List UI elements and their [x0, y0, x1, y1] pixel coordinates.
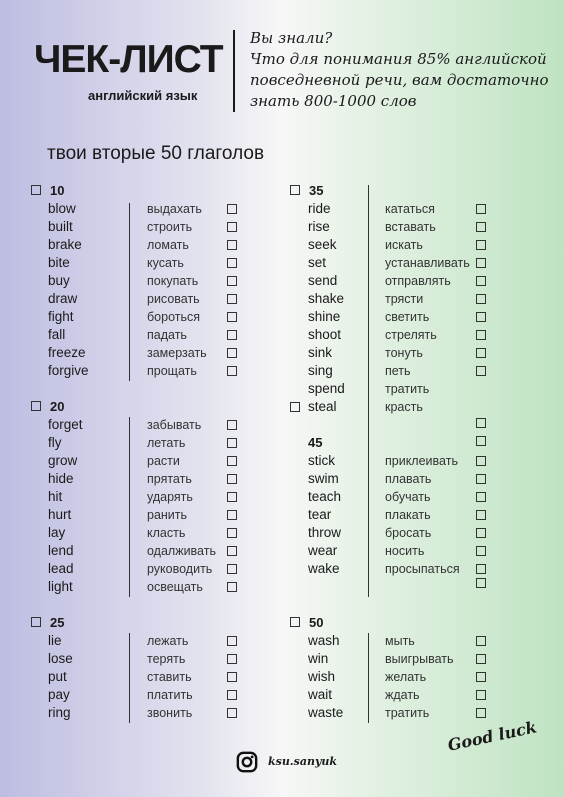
group-checkbox[interactable]	[290, 185, 300, 195]
russian-translation: платить	[147, 688, 193, 702]
english-word: stick	[308, 453, 335, 468]
english-word: forget	[48, 417, 83, 432]
english-word: wear	[308, 543, 338, 558]
russian-translation: падать	[147, 328, 187, 342]
russian-translation: просыпаться	[385, 562, 460, 576]
word-checkbox[interactable]	[476, 474, 486, 484]
list-item	[0, 488, 564, 506]
english-word: wash	[308, 633, 340, 648]
list-item	[0, 470, 564, 488]
group-header	[290, 182, 323, 200]
word-checkbox[interactable]	[476, 636, 486, 646]
english-word: wait	[308, 687, 333, 702]
english-word: swim	[308, 471, 339, 486]
russian-translation: освещать	[147, 580, 203, 594]
fact-line: повседневной речи, вам достаточно	[250, 71, 549, 89]
english-word: seek	[308, 237, 337, 252]
english-word: fight	[48, 309, 74, 324]
russian-translation: трясти	[385, 292, 424, 306]
group-checkbox[interactable]	[290, 402, 300, 412]
english-word: rise	[308, 219, 330, 234]
english-word: ring	[48, 705, 71, 720]
list-item	[0, 632, 564, 650]
word-checkbox[interactable]	[476, 528, 486, 538]
word-checkbox[interactable]	[476, 366, 486, 376]
list-item	[0, 524, 564, 542]
russian-translation: терять	[147, 652, 186, 666]
header-divider	[233, 30, 235, 112]
russian-translation: плавать	[385, 472, 432, 486]
word-checkbox[interactable]	[476, 348, 486, 358]
english-word: hit	[48, 489, 63, 504]
english-word: light	[48, 579, 73, 594]
list-item	[0, 236, 564, 254]
instagram-handle[interactable]: ksu.sanyuk	[268, 755, 337, 768]
russian-translation: забывать	[147, 418, 202, 432]
group-number: 35	[309, 183, 324, 198]
russian-translation: тонуть	[385, 346, 423, 360]
russian-translation: рисовать	[147, 292, 200, 306]
group-number: 10	[50, 183, 65, 198]
good-luck-text: Good luck	[446, 717, 539, 755]
russian-translation: отправлять	[385, 274, 451, 288]
russian-translation: прощать	[147, 364, 197, 378]
russian-translation: тратить	[385, 706, 430, 720]
russian-translation: одалживать	[147, 544, 216, 558]
list-item	[0, 398, 564, 416]
russian-translation: вставать	[385, 220, 436, 234]
fact-line: Вы знали?	[250, 29, 333, 47]
english-word: hurt	[48, 507, 72, 522]
english-word: tear	[308, 507, 332, 522]
english-word: waste	[308, 705, 344, 720]
russian-translation: расти	[147, 454, 180, 468]
list-item	[0, 362, 564, 380]
english-word: teach	[308, 489, 342, 504]
list-item	[0, 326, 564, 344]
russian-translation: кататься	[385, 202, 435, 216]
word-checkbox[interactable]	[476, 456, 486, 466]
word-checkbox[interactable]	[227, 438, 237, 448]
english-word: grow	[48, 453, 78, 468]
list-item	[0, 218, 564, 236]
page-title: ЧЕК-ЛИСТ	[34, 38, 223, 81]
english-word: wake	[308, 561, 340, 576]
list-item	[0, 686, 564, 704]
english-word: spend	[308, 381, 345, 396]
group-checkbox[interactable]	[31, 185, 41, 195]
russian-translation: мыть	[385, 634, 415, 648]
group-header	[290, 614, 323, 632]
word-checkbox[interactable]	[476, 578, 486, 588]
english-word: lead	[48, 561, 74, 576]
english-word: put	[48, 669, 67, 684]
english-word: wish	[308, 669, 336, 684]
english-word: fly	[48, 435, 62, 450]
english-word: shoot	[308, 327, 342, 342]
word-checkbox[interactable]	[227, 420, 237, 430]
english-word: shake	[308, 291, 345, 306]
word-checkbox[interactable]	[476, 204, 486, 214]
english-word: send	[308, 273, 338, 288]
list-item	[0, 506, 564, 524]
russian-translation: прятать	[147, 472, 192, 486]
russian-translation: кусать	[147, 256, 184, 270]
russian-translation: тратить	[385, 382, 430, 396]
russian-translation: руководить	[147, 562, 213, 576]
english-word: ride	[308, 201, 331, 216]
list-item	[0, 704, 564, 722]
russian-translation: бороться	[147, 310, 200, 324]
russian-translation: лежать	[147, 634, 189, 648]
english-word: pay	[48, 687, 70, 702]
russian-translation: красть	[385, 400, 423, 414]
list-item	[0, 344, 564, 362]
word-checkbox[interactable]	[476, 654, 486, 664]
group-checkbox[interactable]	[290, 617, 300, 627]
russian-translation: бросать	[385, 526, 432, 540]
russian-translation: выигрывать	[385, 652, 454, 666]
word-checkbox[interactable]	[476, 436, 486, 446]
english-word: lose	[48, 651, 73, 666]
word-checkbox[interactable]	[476, 294, 486, 304]
list-item	[0, 542, 564, 560]
english-word: win	[308, 651, 329, 666]
english-word: freeze	[48, 345, 86, 360]
list-item	[0, 254, 564, 272]
word-checkbox[interactable]	[476, 258, 486, 268]
word-checkbox[interactable]	[476, 312, 486, 322]
word-checkbox[interactable]	[476, 240, 486, 250]
group-number: 50	[309, 615, 324, 630]
word-checkbox[interactable]	[476, 690, 486, 700]
word-checkbox[interactable]	[476, 418, 486, 428]
list-item	[0, 452, 564, 470]
english-word: hide	[48, 471, 74, 486]
russian-translation: приклеивать	[385, 454, 458, 468]
russian-translation: звонить	[147, 706, 193, 720]
english-word: lay	[48, 525, 66, 540]
word-checkbox[interactable]	[476, 672, 486, 682]
russian-translation: класть	[147, 526, 186, 540]
fact-line: знать 800-1000 слов	[250, 92, 417, 110]
word-checkbox[interactable]	[476, 708, 486, 718]
english-word: sing	[308, 363, 333, 378]
russian-translation: носить	[385, 544, 425, 558]
english-word: lend	[48, 543, 74, 558]
russian-translation: замерзать	[147, 346, 207, 360]
group-header	[308, 434, 322, 452]
english-word: lie	[48, 633, 62, 648]
russian-translation: ждать	[385, 688, 420, 702]
word-checkbox[interactable]	[476, 510, 486, 520]
group-number: 25	[50, 615, 65, 630]
english-word: shine	[308, 309, 341, 324]
russian-translation: петь	[385, 364, 411, 378]
russian-translation: искать	[385, 238, 423, 252]
word-checkbox[interactable]	[476, 330, 486, 340]
english-word: sink	[308, 345, 333, 360]
russian-translation: желать	[385, 670, 427, 684]
english-word: brake	[48, 237, 82, 252]
russian-translation: покупать	[147, 274, 199, 288]
list-item	[0, 668, 564, 686]
russian-translation: обучать	[385, 490, 431, 504]
list-item	[0, 200, 564, 218]
fact-line: Что для понимания 85% английской	[250, 50, 547, 68]
section-heading: твои вторые 50 глаголов	[47, 143, 265, 164]
russian-translation: устанавливать	[385, 256, 470, 270]
english-word: bite	[48, 255, 70, 270]
russian-translation: ударять	[147, 490, 193, 504]
list-item	[0, 650, 564, 668]
group-checkbox[interactable]	[31, 617, 41, 627]
list-item	[0, 272, 564, 290]
instagram-icon[interactable]	[236, 751, 258, 773]
english-word: draw	[48, 291, 78, 306]
russian-translation: плакать	[385, 508, 431, 522]
group-header	[31, 614, 64, 632]
group-header	[31, 182, 64, 200]
fact-box	[250, 28, 550, 112]
word-checkbox[interactable]	[476, 492, 486, 502]
page-subtitle: английский язык	[88, 88, 198, 103]
group-number: 45	[308, 435, 323, 450]
russian-translation: ставить	[147, 670, 192, 684]
english-word: set	[308, 255, 327, 270]
word-checkbox[interactable]	[476, 546, 486, 556]
list-item	[0, 308, 564, 326]
english-word: buy	[48, 273, 70, 288]
russian-translation: стрелять	[385, 328, 437, 342]
english-word: steal	[308, 399, 337, 414]
english-word: built	[48, 219, 73, 234]
word-checkbox[interactable]	[476, 564, 486, 574]
word-checkbox[interactable]	[476, 222, 486, 232]
russian-translation: летать	[147, 436, 186, 450]
russian-translation: светить	[385, 310, 430, 324]
english-word: forgive	[48, 363, 89, 378]
english-word: fall	[48, 327, 66, 342]
group-number: 20	[50, 399, 65, 414]
list-item	[0, 290, 564, 308]
word-checkbox[interactable]	[227, 582, 237, 592]
english-word: blow	[48, 201, 76, 216]
list-item	[0, 380, 564, 398]
russian-translation: ломать	[147, 238, 189, 252]
russian-translation: выдахать	[147, 202, 202, 216]
russian-translation: ранить	[147, 508, 188, 522]
english-word: throw	[308, 525, 342, 540]
list-item	[0, 560, 564, 578]
russian-translation: строить	[147, 220, 193, 234]
word-checkbox[interactable]	[476, 276, 486, 286]
